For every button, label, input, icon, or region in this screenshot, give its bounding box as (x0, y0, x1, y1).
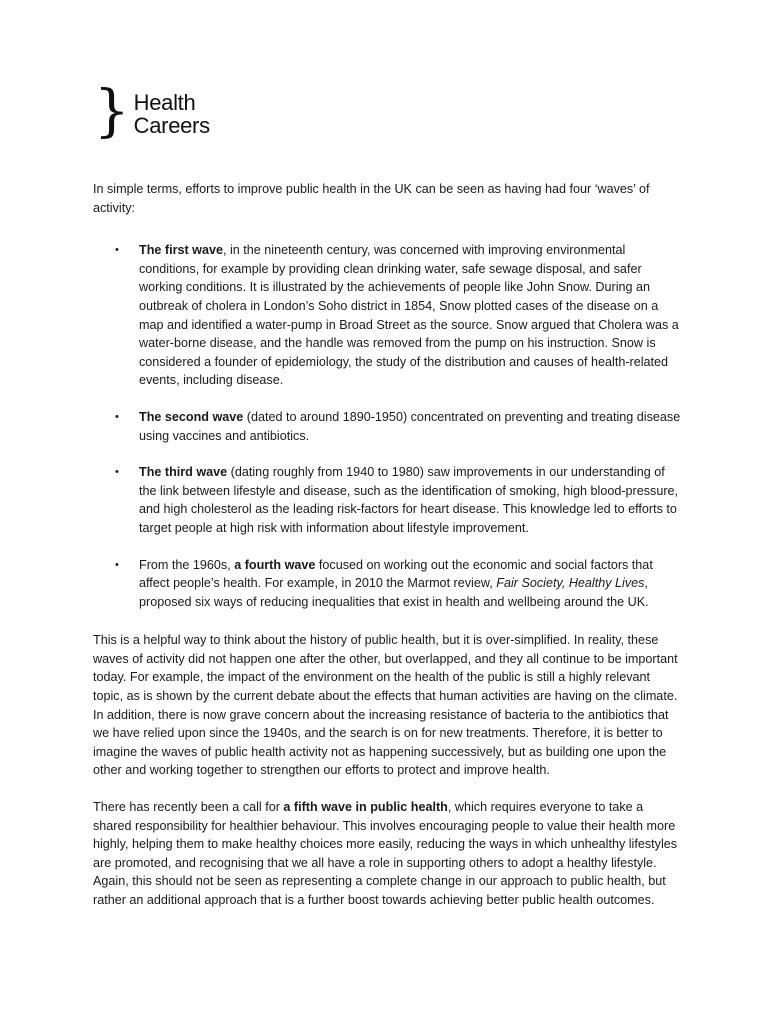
document-body (93, 180, 683, 928)
fourth-wave-lead: From the 1960s, (139, 557, 235, 572)
history-paragraph: This is a helpful way to think about the history of public health, but it is over-simplified. In reality, these waves of activity did not happen one after the other, but overlapped, and they all continue to be important today. For example, the impact of the environment on the health of the public is still a highly relevant topic, as is shown by the current debate about the effects that human activities are having on the climate. In addition, there is now grave concern about the increasing resistance of bacteria to the antibiotics that we have relied upon since the 1940s, and the search is on for new treatments. Therefore, it is better to imagine the waves of public health activity not as happening successively, but as building one upon the other and working together to strengthen our efforts to protect and improve health. (93, 633, 678, 778)
intro-paragraph: In simple terms, efforts to improve public health in the UK can be seen as having had four ‘waves’ of activity: (93, 182, 650, 215)
marmot-review-title: Fair Society, Healthy Lives (496, 576, 645, 591)
fifth-wave-paragraph (93, 798, 683, 910)
logo-text (134, 91, 210, 137)
fourth-wave-tail: , proposed six ways of reducing inequalities that exist in health and wellbeing around the UK. (139, 576, 649, 609)
first-wave-text: , in the nineteenth century, was concerned with improving environmental conditions, for example by providing clean drinking water, safe sewage disposal, and safer working conditions. It is illustrated by the achievements of people like John Snow. During an outbreak of cholera in London’s Soho district in 1854, Snow plotted cases of the disease on a map and identified a water-pump in Broad Street as the source. Snow argued that Cholera was a water-borne disease, and the handle was removed from the pump on his instruction. Snow is considered a founder of epidemiology, the study of the distribution and causes of health-related events, including disease. (139, 243, 679, 388)
first-wave-title: The first wave (139, 243, 223, 258)
bullet-icon: • (115, 558, 119, 571)
third-wave-title: The third wave (139, 465, 228, 480)
second-wave-text: (dated to around 1890-1950) concentrated on preventing and treating disease using vaccines and antibiotics. (139, 409, 681, 443)
waves-list (93, 241, 683, 611)
list-item-third-wave (93, 463, 683, 537)
fourth-wave-title: a fourth wave (234, 557, 316, 572)
logo-line-health: Health (133, 90, 196, 115)
fifth-wave-title: a fifth wave in public health (283, 800, 448, 815)
logo-line-careers: Careers (133, 113, 210, 138)
list-item-first-wave (93, 241, 683, 390)
logo-brace-icon: } (94, 79, 130, 144)
list-item-fourth-wave (93, 556, 683, 612)
second-wave-title: The second wave (139, 409, 244, 424)
bullet-icon: • (115, 410, 119, 423)
third-wave-text: (dating roughly from 1940 to 1980) saw improvements in our understanding of the link between lifestyle and disease, such as the identification of smoking, high blood-pressure, and high cholesterol as the leading risk-factors for heart disease. This knowledge led to efforts to target people at high risk with information about lifestyle improvement. (139, 465, 679, 535)
bullet-icon: • (115, 466, 119, 479)
bullet-icon: • (115, 244, 119, 257)
fifth-wave-text: , which requires everyone to take a shared responsibility for healthier behaviour. This involves encouraging people to value their health more highly, helping them to make healthy choices more easily, reducing the ways in which unhealthy lifestyles are promoted, and recognising that we all have a role in supporting others to adopt a healthy lifestyle. Again, this should not be seen as representing a complete change in our approach to public health, but rather an additional approach that is a further boost towards achieving better public health outcomes. (93, 800, 678, 907)
fourth-wave-text: focused on working out the economic and social factors that affect people’s health. For example, in 2010 the Marmot review, (139, 557, 653, 591)
fifth-wave-lead: There has recently been a call for (93, 800, 284, 815)
health-careers-logo (94, 79, 210, 146)
list-item-second-wave (93, 408, 683, 445)
